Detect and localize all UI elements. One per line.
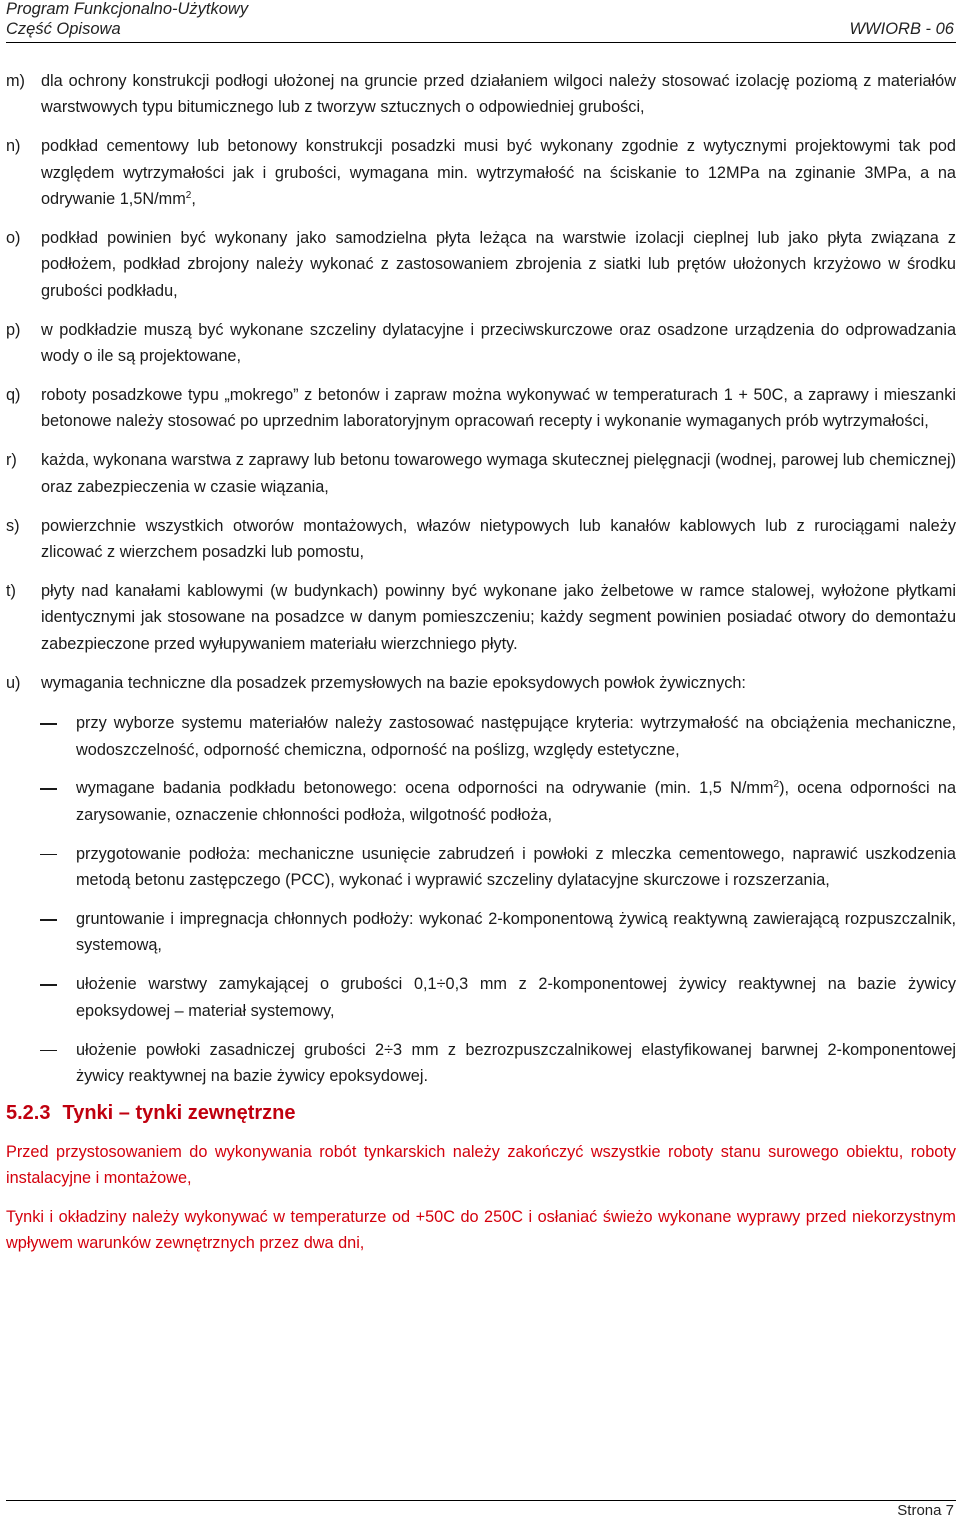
- superscript: 2: [185, 190, 192, 202]
- dash-marker: [40, 1050, 57, 1052]
- list-item-s: [6, 513, 956, 566]
- red-paragraph: Przed przystosowaniem do wykonywania robót tynkarskich należy zakończyć wszystkie roboty stanu surowego obiektu, roboty instalacyjne i montażowe,: [6, 1143, 956, 1188]
- list-marker: s): [6, 516, 20, 535]
- list-item-t: [6, 578, 956, 657]
- page-header: [6, 0, 956, 43]
- dash-marker: [40, 919, 57, 921]
- dash-marker: [40, 788, 57, 790]
- list-item-text: roboty posadzkowe typu „mokrego” z betonów i zapraw można wykonywać w temperaturach 1 + 50C, a zaprawy i mieszanki betonowe należy stosować po uprzednim laboratoryjnym opracowań recepty i wykonanie wymaganych prób wytrzymałości,: [41, 386, 956, 431]
- section-heading: [6, 1102, 956, 1125]
- dash-item-text: gruntowanie i impregnacja chłonnych podłoży: wykonać 2-komponentową żywicą reaktywną zawierającą rozpuszczalnik, systemową,: [76, 910, 956, 955]
- list-item-text: płyty nad kanałami kablowymi (w budynkach) powinny być wykonane jako żelbetowe w ramce stalowej, wyłożone płytkami identycznymi jak stosowane na posadzce w danym pomieszczeniu; każdy segment powinien posiadać otwory do demontażu zabezpieczone przed wyłupywaniem materiału wierzchniego płyty.: [41, 582, 956, 653]
- dash-item: [6, 775, 956, 828]
- section-number: 5.2.3: [6, 1102, 51, 1124]
- page-footer: [6, 1500, 956, 1519]
- dash-item-text: przygotowanie podłoża: mechaniczne usunięcie zabrudzeń i powłoki z mleczka cementowego, naprawić uszkodzenia metodą betonu zastępczego (PCC), wykonać i wyprawić szczeliny dylatacyjne skurczowe i rozszerzania,: [76, 844, 956, 890]
- dash-marker: [40, 854, 57, 856]
- list-item-n: [6, 133, 956, 212]
- dash-item: [6, 971, 956, 1024]
- list-marker: u): [6, 673, 21, 692]
- dash-item: [6, 710, 956, 763]
- list-item-text: powierzchnie wszystkich otworów montażowych, włazów nietypowych lub kanałów kablowych lub z rurociągami należy zlicować z wierzchem posadzki lub pomostu,: [41, 516, 956, 562]
- document-code: WWIORB - 06: [849, 20, 954, 38]
- section-title: Część Opisowa: [6, 20, 121, 38]
- dash-item-text: ułożenie warstwy zamykającej o grubości 0,1÷0,3 mm z 2-komponentowej żywicy reaktywnej na bazie żywicy epoksydowej – materiał systemowy,: [76, 975, 956, 1020]
- list-item-text: w podkładzie muszą być wykonane szczeliny dylatacyjne i przeciwskurczowe oraz osadzone urządzenia do odprowadzania wody o ile są projektowane,: [41, 320, 956, 366]
- list-marker: m): [6, 72, 25, 90]
- list-item-m: [6, 68, 956, 121]
- list-item-u: [6, 670, 956, 696]
- list-marker: n): [6, 137, 21, 156]
- list-marker: t): [6, 582, 16, 600]
- section-heading-title: Tynki – tynki zewnętrzne: [62, 1102, 296, 1124]
- dash-item-text: ułożenie powłoki zasadniczej grubości 2÷3 mm z bezrozpuszczalnikowej elastyfikowanej barwnej 2-komponentowej żywicy reaktywnej na bazie żywicy epoksydowej.: [76, 1040, 956, 1086]
- list-item-p: [6, 317, 956, 370]
- dash-item-text-end: ), ocena odporności na zarysowanie, oznaczenie chłonności podłoża, wilgotność podłoża,: [76, 779, 957, 824]
- dash-item: [6, 906, 956, 959]
- dash-item: [6, 1037, 956, 1090]
- list-item-text-end: ,: [191, 190, 196, 209]
- list-item-text: wymagania techniczne dla posadzek przemysłowych na bazie epoksydowych powłok żywicznych:: [41, 673, 746, 692]
- dash-item: [6, 841, 956, 894]
- list-item-text: podkład powinien być wykonany jako samodzielna płyta leżąca na warstwie izolacji cieplnej lub jako płyta związana z podłożem, podkład zbrojony należy wykonać z zastosowaniem zbrojenia z siatki lub prętów ułożonych krzyżowo w środku grubości podkładu,: [41, 229, 956, 300]
- dash-marker: [40, 984, 57, 986]
- page-number: Strona 7: [897, 1502, 954, 1519]
- list-marker: p): [6, 320, 21, 339]
- program-title: Program Funkcjonalno-Użytkowy: [6, 0, 249, 18]
- list-item-o: [6, 225, 956, 304]
- superscript: 2: [773, 779, 780, 791]
- red-paragraph: Tynki i okładziny należy wykonywać w temperaturze od +50C do 250C i osłaniać świeżo wykonane wyprawy przed niekorzystnym wpływem warunków zewnętrznych przez dwa dni,: [6, 1207, 956, 1253]
- dash-marker: [40, 723, 57, 725]
- list-marker: o): [6, 229, 21, 248]
- dash-item-text: wymagane badania podkładu betonowego: ocena odporności na odrywanie (min. 1,5 N/mm: [76, 779, 774, 798]
- dash-list: [6, 710, 956, 1089]
- list-item-r: [6, 447, 956, 500]
- list-marker: q): [6, 386, 21, 405]
- dash-item-text: przy wyborze systemu materiałów należy zastosować następujące kryteria: wytrzymałość na obciążenia mechaniczne, wodoszczelność, odporność chemiczna, odporność na poślizg, względy estetyczne,: [76, 714, 956, 759]
- list-item-text: podkład cementowy lub betonowy konstrukcji posadzki musi być wykonany zgodnie z wytycznymi projektowymi tak pod względem wytrzymałości jak i grubości, wymagana min. wytrzymałość na ściskanie to 12MPa na zginanie 3MPa, a na odrywanie 1,5N/mm: [41, 137, 956, 209]
- list-marker: r): [6, 451, 17, 470]
- document-body: [6, 68, 956, 1269]
- list-item-q: [6, 382, 956, 435]
- list-item-text: dla ochrony konstrukcji podłogi ułożonej na gruncie przed działaniem wilgoci należy stosować izolację poziomą z materiałów warstwowych typu bitumicznego lub z tworzyw sztucznych o odpowiedniej grubości,: [41, 72, 956, 117]
- list-item-text: każda, wykonana warstwa z zaprawy lub betonu towarowego wymaga skutecznej pielęgnacji (wodnej, parowej lub chemicznej) oraz zabezpieczenia w czasie wiązania,: [41, 451, 956, 496]
